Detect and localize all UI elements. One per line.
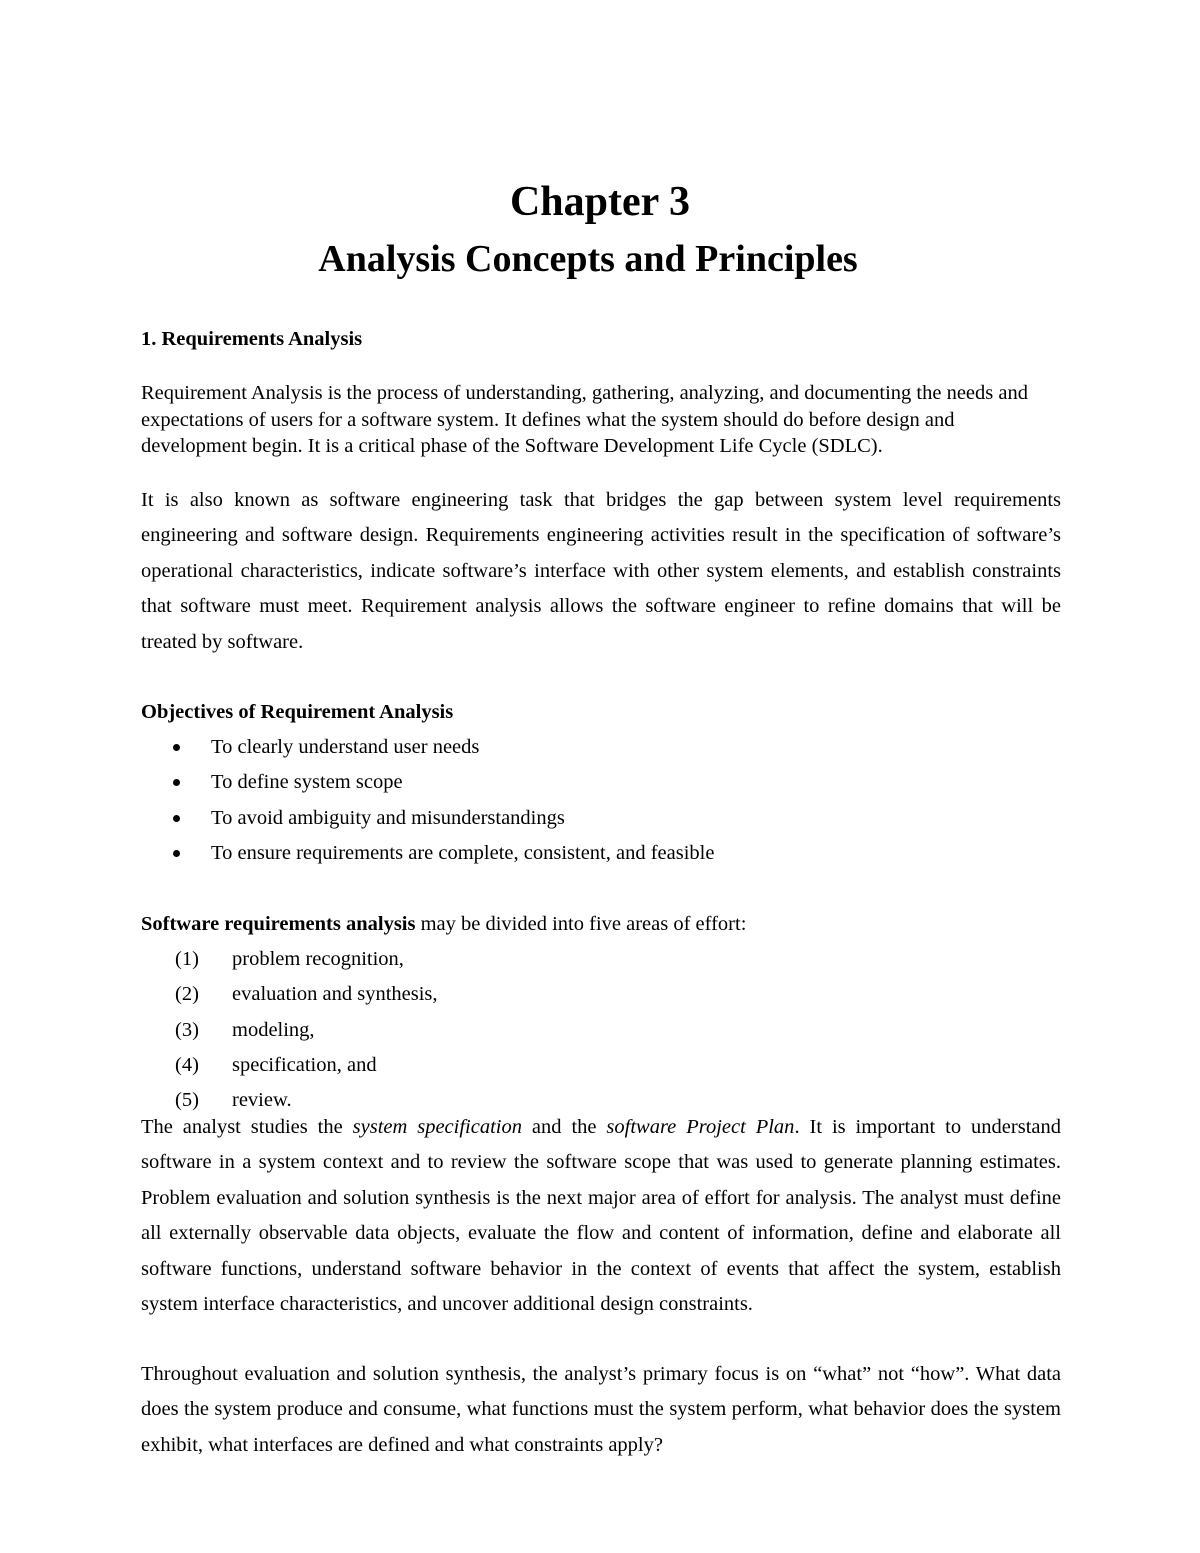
list-item-text: evaluation and synthesis, xyxy=(232,983,438,1006)
list-item xyxy=(141,1048,1041,1083)
list-item-number: (4) xyxy=(175,1053,199,1076)
objectives-list xyxy=(141,730,1041,871)
bullet-icon xyxy=(173,815,180,822)
what-not-how-paragraph: Throughout evaluation and solution synthesis, the analyst’s primary focus is on “what” not “how”. What data does the system produce and consume, what functions must the system perform, what behavior does the system exhibit, what interfaces are defined and what constraints apply? xyxy=(141,1363,1061,1456)
list-item xyxy=(141,836,1041,871)
requirements-bridge-paragraph: It is also known as software engineering task that bridges the gap between system level requirements engineering and software design. Requirements engineering activities result in the specification of software’s operational characteristics, indicate software’s interface with other system elements, and establish constraints that software must meet. Requirement analysis allows the software engineer to refine domains that will be treated by software. xyxy=(141,489,1061,653)
list-item-number: (3) xyxy=(175,1018,199,1041)
list-item xyxy=(141,942,1041,977)
analyst-emphasis-project-plan: software Project Plan xyxy=(606,1116,795,1138)
analyst-text-part3: . It is important to understand software in a system context and to review the software scope that was used to generate planning estimates. Problem evaluation and solution synthesis is the next major area of effort for analysis. The analyst must define all externally observable data objects, evaluate the flow and content of information, define and elaborate all software functions, understand software behavior in the context of events that affect the system, establish system interface characteristics, and uncover additional design constraints. xyxy=(141,1116,1061,1316)
analyst-text-part1: The analyst studies the xyxy=(141,1116,353,1138)
five-areas-intro-bold: Software requirements analysis xyxy=(141,913,416,935)
analyst-emphasis-system-specification: system specification xyxy=(352,1116,522,1138)
list-item xyxy=(141,977,1041,1012)
list-item-text: specification, and xyxy=(232,1053,377,1076)
section-heading-requirements-analysis: 1. Requirements Analysis xyxy=(141,328,363,350)
list-item-text: problem recognition, xyxy=(232,948,404,970)
list-item xyxy=(141,801,1041,836)
list-item-number: (2) xyxy=(175,983,199,1006)
chapter-subtitle: Analysis Concepts and Principles xyxy=(318,238,858,280)
bullet-icon xyxy=(173,850,180,857)
list-item-number: (1) xyxy=(175,948,199,970)
requirements-definition-paragraph: Requirement Analysis is the process of understanding, gathering, analyzing, and documenting the needs and expectations of users for a software system. It defines what the system should do before design and development begin. It is a critical phase of the Software Development Life Cycle (SDLC). xyxy=(141,382,1028,457)
list-item-text: To avoid ambiguity and misunderstandings xyxy=(211,806,565,829)
list-item xyxy=(141,730,1041,765)
chapter-title: Chapter 3 xyxy=(509,179,691,225)
five-areas-intro-rest: may be divided into five areas of effort: xyxy=(415,913,747,935)
list-item-text: modeling, xyxy=(232,1018,315,1041)
analyst-studies-paragraph xyxy=(141,1110,1061,1322)
list-item xyxy=(141,765,1041,800)
five-areas-intro xyxy=(141,907,1061,942)
list-item-text: To clearly understand user needs xyxy=(211,736,480,758)
list-item-text: To define system scope xyxy=(211,771,403,794)
list-item-text: To ensure requirements are complete, consistent, and feasible xyxy=(211,841,715,864)
list-item-number: (5) xyxy=(175,1089,199,1112)
list-item xyxy=(141,1013,1041,1048)
bullet-icon xyxy=(173,779,180,786)
bullet-icon xyxy=(173,744,180,751)
five-areas-list xyxy=(141,942,1041,1118)
objectives-heading: Objectives of Requirement Analysis xyxy=(141,701,454,723)
list-item-text: review. xyxy=(232,1089,292,1112)
analyst-text-part2: and the xyxy=(521,1116,607,1138)
